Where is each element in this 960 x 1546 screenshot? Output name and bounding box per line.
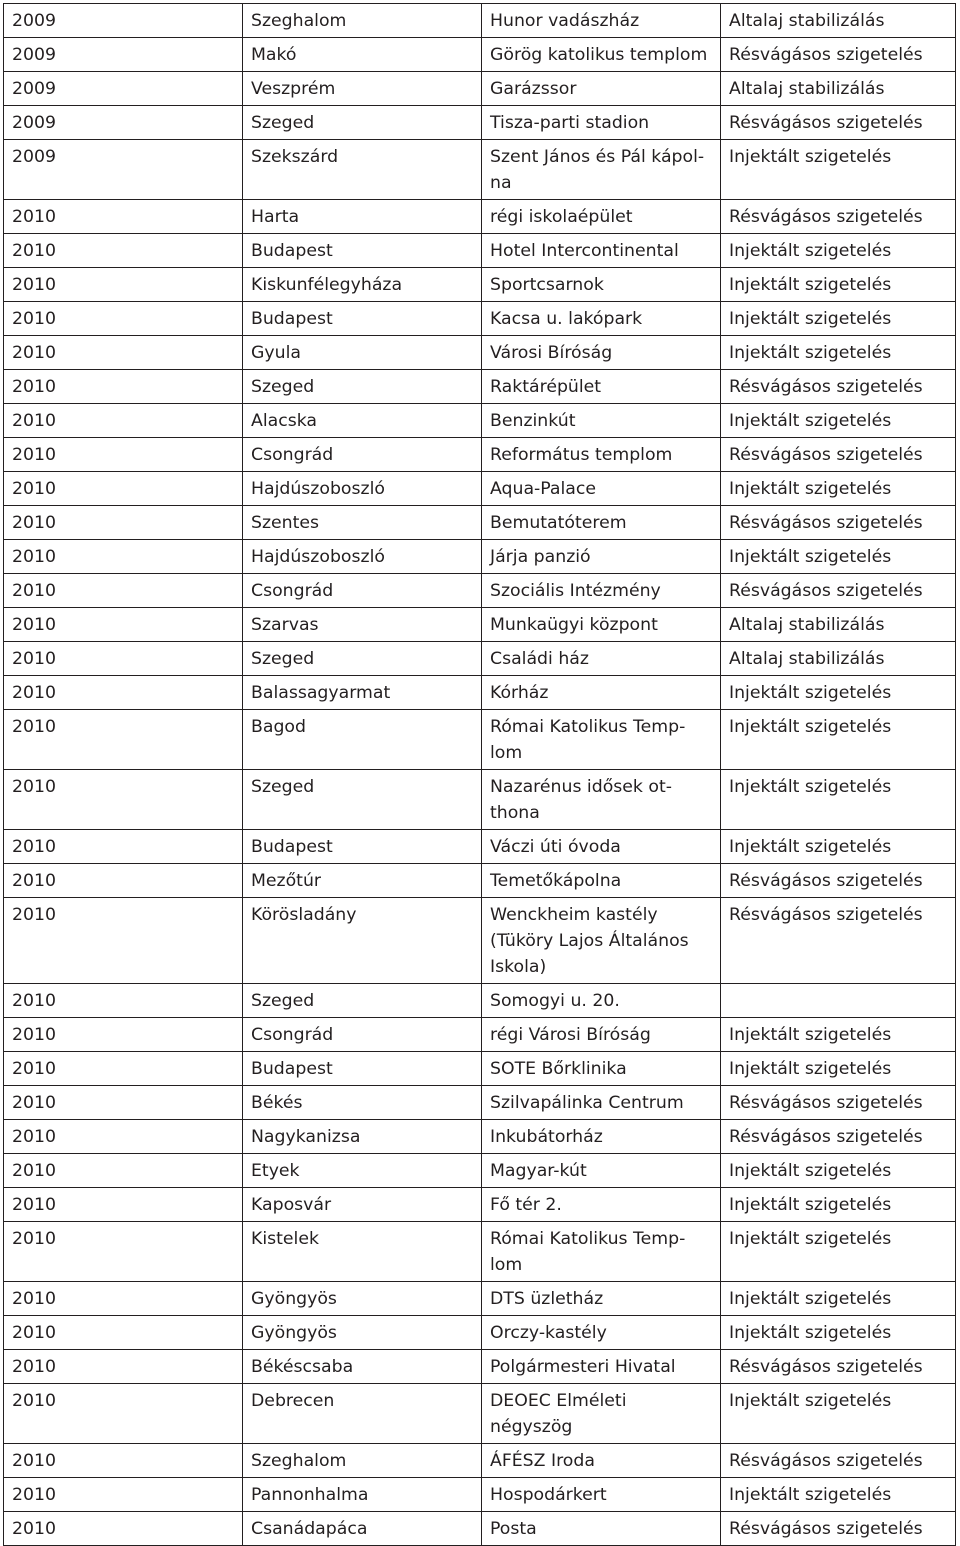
- building-cell: Posta: [482, 1512, 721, 1546]
- method-cell: Injektált szigetelés: [721, 234, 956, 268]
- table-row: [4, 4, 956, 38]
- method-cell: Injektált szigetelés: [721, 540, 956, 574]
- building-cell: Inkubátorház: [482, 1120, 721, 1154]
- year-cell: 2010: [4, 438, 243, 472]
- building-cell: Járja panzió: [482, 540, 721, 574]
- year-cell: 2010: [4, 1188, 243, 1222]
- table-row: [4, 1222, 956, 1282]
- method-cell: Résvágásos szigetelés: [721, 1120, 956, 1154]
- year-cell: 2010: [4, 1086, 243, 1120]
- table-row: [4, 1512, 956, 1546]
- year-cell: 2010: [4, 370, 243, 404]
- building-cell: Hunor vadászház: [482, 4, 721, 38]
- method-cell: Injektált szigetelés: [721, 1188, 956, 1222]
- table-row: [4, 574, 956, 608]
- year-cell: 2010: [4, 336, 243, 370]
- city-cell: Csanádapáca: [243, 1512, 482, 1546]
- city-cell: Nagykanizsa: [243, 1120, 482, 1154]
- building-cell: DTS üzletház: [482, 1282, 721, 1316]
- city-cell: Harta: [243, 200, 482, 234]
- building-cell: Tisza-parti stadion: [482, 106, 721, 140]
- city-cell: Szeged: [243, 984, 482, 1018]
- year-cell: 2010: [4, 200, 243, 234]
- table-row: [4, 770, 956, 830]
- city-cell: Budapest: [243, 302, 482, 336]
- year-cell: 2010: [4, 864, 243, 898]
- year-cell: 2010: [4, 472, 243, 506]
- year-cell: 2010: [4, 830, 243, 864]
- building-cell: Római Katolikus Temp- lom: [482, 1222, 721, 1282]
- building-cell: Szociális Intézmény: [482, 574, 721, 608]
- method-cell: Résvágásos szigetelés: [721, 1086, 956, 1120]
- building-cell: Bemutatóterem: [482, 506, 721, 540]
- building-cell: Hotel Intercontinental: [482, 234, 721, 268]
- city-cell: Szentes: [243, 506, 482, 540]
- city-cell: Csongrád: [243, 1018, 482, 1052]
- building-cell: régi Városi Bíróság: [482, 1018, 721, 1052]
- building-cell: Kórház: [482, 676, 721, 710]
- method-cell: Résvágásos szigetelés: [721, 1512, 956, 1546]
- city-cell: Etyek: [243, 1154, 482, 1188]
- building-cell: Polgármesteri Hivatal: [482, 1350, 721, 1384]
- method-cell: Injektált szigetelés: [721, 1052, 956, 1086]
- year-cell: 2010: [4, 642, 243, 676]
- method-cell: Injektált szigetelés: [721, 710, 956, 770]
- year-cell: 2010: [4, 268, 243, 302]
- city-cell: Hajdúszoboszló: [243, 540, 482, 574]
- reference-table-container: [3, 3, 956, 1546]
- table-row: [4, 540, 956, 574]
- method-cell: Injektált szigetelés: [721, 404, 956, 438]
- building-cell: Orczy-kastély: [482, 1316, 721, 1350]
- city-cell: Körösladány: [243, 898, 482, 984]
- year-cell: 2010: [4, 676, 243, 710]
- year-cell: 2010: [4, 984, 243, 1018]
- year-cell: 2010: [4, 1316, 243, 1350]
- year-cell: 2010: [4, 1222, 243, 1282]
- table-row: [4, 1282, 956, 1316]
- city-cell: Budapest: [243, 234, 482, 268]
- method-cell: Injektált szigetelés: [721, 1018, 956, 1052]
- year-cell: 2010: [4, 540, 243, 574]
- year-cell: 2010: [4, 1384, 243, 1444]
- city-cell: Szekszárd: [243, 140, 482, 200]
- table-row: [4, 1444, 956, 1478]
- year-cell: 2009: [4, 106, 243, 140]
- method-cell: Injektált szigetelés: [721, 140, 956, 200]
- method-cell: Altalaj stabilizálás: [721, 608, 956, 642]
- building-cell: Családi ház: [482, 642, 721, 676]
- building-cell: Fő tér 2.: [482, 1188, 721, 1222]
- table-row: [4, 268, 956, 302]
- city-cell: Alacska: [243, 404, 482, 438]
- building-cell: régi iskolaépület: [482, 200, 721, 234]
- building-cell: Görög katolikus templom: [482, 38, 721, 72]
- method-cell: Résvágásos szigetelés: [721, 38, 956, 72]
- table-row: [4, 1384, 956, 1444]
- building-cell: Sportcsarnok: [482, 268, 721, 302]
- method-cell: Injektált szigetelés: [721, 302, 956, 336]
- table-row: [4, 864, 956, 898]
- method-cell: Résvágásos szigetelés: [721, 106, 956, 140]
- table-row: [4, 1316, 956, 1350]
- method-cell: Résvágásos szigetelés: [721, 574, 956, 608]
- table-row: [4, 1120, 956, 1154]
- building-cell: Városi Bíróság: [482, 336, 721, 370]
- table-row: [4, 140, 956, 200]
- city-cell: Csongrád: [243, 574, 482, 608]
- city-cell: Makó: [243, 38, 482, 72]
- year-cell: 2010: [4, 234, 243, 268]
- method-cell: Résvágásos szigetelés: [721, 200, 956, 234]
- year-cell: 2009: [4, 72, 243, 106]
- table-row: [4, 1478, 956, 1512]
- method-cell: Résvágásos szigetelés: [721, 506, 956, 540]
- city-cell: Szeghalom: [243, 4, 482, 38]
- year-cell: 2009: [4, 140, 243, 200]
- city-cell: Szeged: [243, 770, 482, 830]
- year-cell: 2010: [4, 574, 243, 608]
- year-cell: 2010: [4, 608, 243, 642]
- year-cell: 2010: [4, 1052, 243, 1086]
- year-cell: 2010: [4, 506, 243, 540]
- building-cell: SOTE Bőrklinika: [482, 1052, 721, 1086]
- method-cell: Injektált szigetelés: [721, 1384, 956, 1444]
- building-cell: Nazarénus idősek ot- thona: [482, 770, 721, 830]
- city-cell: Csongrád: [243, 438, 482, 472]
- building-cell: DEOEC Elméleti négyszög: [482, 1384, 721, 1444]
- table-row: [4, 506, 956, 540]
- method-cell: [721, 984, 956, 1018]
- city-cell: Bagod: [243, 710, 482, 770]
- city-cell: Kiskunfélegyháza: [243, 268, 482, 302]
- building-cell: Váczi úti óvoda: [482, 830, 721, 864]
- city-cell: Balassagyarmat: [243, 676, 482, 710]
- city-cell: Veszprém: [243, 72, 482, 106]
- year-cell: 2010: [4, 898, 243, 984]
- table-row: [4, 472, 956, 506]
- table-row: [4, 984, 956, 1018]
- building-cell: Raktárépület: [482, 370, 721, 404]
- table-row: [4, 710, 956, 770]
- building-cell: Benzinkút: [482, 404, 721, 438]
- building-cell: Somogyi u. 20.: [482, 984, 721, 1018]
- city-cell: Szeged: [243, 370, 482, 404]
- table-row: [4, 336, 956, 370]
- method-cell: Injektált szigetelés: [721, 268, 956, 302]
- year-cell: 2010: [4, 1154, 243, 1188]
- building-cell: Kacsa u. lakópark: [482, 302, 721, 336]
- city-cell: Mezőtúr: [243, 864, 482, 898]
- year-cell: 2010: [4, 1478, 243, 1512]
- year-cell: 2010: [4, 1018, 243, 1052]
- table-row: [4, 200, 956, 234]
- table-row: [4, 438, 956, 472]
- method-cell: Injektált szigetelés: [721, 1222, 956, 1282]
- method-cell: Injektált szigetelés: [721, 472, 956, 506]
- city-cell: Szarvas: [243, 608, 482, 642]
- year-cell: 2010: [4, 710, 243, 770]
- table-row: [4, 1188, 956, 1222]
- city-cell: Szeged: [243, 642, 482, 676]
- table-row: [4, 370, 956, 404]
- year-cell: 2010: [4, 1282, 243, 1316]
- table-body: [4, 4, 956, 1546]
- city-cell: Kaposvár: [243, 1188, 482, 1222]
- method-cell: Injektált szigetelés: [721, 1282, 956, 1316]
- year-cell: 2010: [4, 770, 243, 830]
- city-cell: Békéscsaba: [243, 1350, 482, 1384]
- city-cell: Gyöngyös: [243, 1316, 482, 1350]
- table-row: [4, 72, 956, 106]
- table-row: [4, 1018, 956, 1052]
- year-cell: 2009: [4, 38, 243, 72]
- method-cell: Injektált szigetelés: [721, 770, 956, 830]
- method-cell: Résvágásos szigetelés: [721, 438, 956, 472]
- city-cell: Kistelek: [243, 1222, 482, 1282]
- city-cell: Budapest: [243, 1052, 482, 1086]
- table-row: [4, 106, 956, 140]
- table-row: [4, 898, 956, 984]
- method-cell: Injektált szigetelés: [721, 830, 956, 864]
- table-row: [4, 404, 956, 438]
- table-row: [4, 608, 956, 642]
- year-cell: 2009: [4, 4, 243, 38]
- method-cell: Injektált szigetelés: [721, 1316, 956, 1350]
- city-cell: Hajdúszoboszló: [243, 472, 482, 506]
- table-row: [4, 642, 956, 676]
- city-cell: Pannonhalma: [243, 1478, 482, 1512]
- method-cell: Injektált szigetelés: [721, 336, 956, 370]
- building-cell: Aqua-Palace: [482, 472, 721, 506]
- table-row: [4, 676, 956, 710]
- method-cell: Résvágásos szigetelés: [721, 898, 956, 984]
- year-cell: 2010: [4, 1120, 243, 1154]
- table-row: [4, 1086, 956, 1120]
- year-cell: 2010: [4, 1444, 243, 1478]
- building-cell: Hospodárkert: [482, 1478, 721, 1512]
- city-cell: Békés: [243, 1086, 482, 1120]
- city-cell: Gyöngyös: [243, 1282, 482, 1316]
- building-cell: Református templom: [482, 438, 721, 472]
- year-cell: 2010: [4, 1350, 243, 1384]
- building-cell: Magyar-kút: [482, 1154, 721, 1188]
- city-cell: Gyula: [243, 336, 482, 370]
- method-cell: Injektált szigetelés: [721, 1478, 956, 1512]
- method-cell: Injektált szigetelés: [721, 676, 956, 710]
- method-cell: Altalaj stabilizálás: [721, 642, 956, 676]
- table-row: [4, 234, 956, 268]
- method-cell: Altalaj stabilizálás: [721, 72, 956, 106]
- table-row: [4, 38, 956, 72]
- building-cell: Munkaügyi központ: [482, 608, 721, 642]
- city-cell: Szeged: [243, 106, 482, 140]
- building-cell: Szent János és Pál kápol- na: [482, 140, 721, 200]
- city-cell: Budapest: [243, 830, 482, 864]
- building-cell: Római Katolikus Temp- lom: [482, 710, 721, 770]
- table-row: [4, 1154, 956, 1188]
- method-cell: Résvágásos szigetelés: [721, 864, 956, 898]
- year-cell: 2010: [4, 302, 243, 336]
- table-row: [4, 302, 956, 336]
- method-cell: Altalaj stabilizálás: [721, 4, 956, 38]
- building-cell: Wenckheim kastély (Tüköry Lajos Általános Iskola): [482, 898, 721, 984]
- table-row: [4, 830, 956, 864]
- table-row: [4, 1052, 956, 1086]
- year-cell: 2010: [4, 404, 243, 438]
- method-cell: Résvágásos szigetelés: [721, 1444, 956, 1478]
- method-cell: Résvágásos szigetelés: [721, 1350, 956, 1384]
- city-cell: Debrecen: [243, 1384, 482, 1444]
- building-cell: Temetőkápolna: [482, 864, 721, 898]
- building-cell: ÁFÉSZ Iroda: [482, 1444, 721, 1478]
- building-cell: Garázssor: [482, 72, 721, 106]
- method-cell: Résvágásos szigetelés: [721, 370, 956, 404]
- method-cell: Injektált szigetelés: [721, 1154, 956, 1188]
- building-cell: Szilvapálinka Centrum: [482, 1086, 721, 1120]
- table-row: [4, 1350, 956, 1384]
- reference-projects-table: [3, 3, 956, 1546]
- city-cell: Szeghalom: [243, 1444, 482, 1478]
- year-cell: 2010: [4, 1512, 243, 1546]
